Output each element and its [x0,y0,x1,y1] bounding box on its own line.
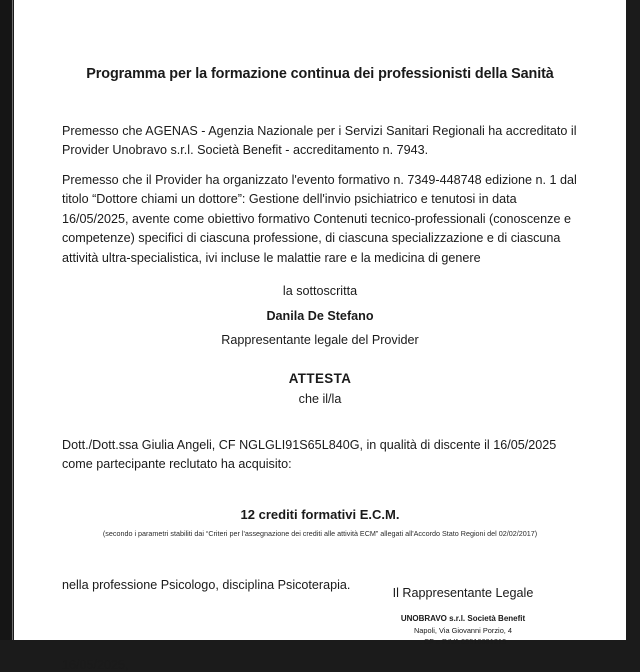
signatory-name: Danila De Stefano [266,308,374,323]
che-il-la-label: che il/la [298,391,342,406]
profession-line: nella professione Psicologo, disciplina Psicoterapia. [62,578,351,593]
signature-block [348,585,578,647]
undersigned-label: la sottoscritta [282,284,358,299]
company-name: UNOBRAVO s.r.l. Società Benefit [400,613,526,623]
premise-paragraph-event: Premesso che il Provider ha organizzato l'evento formativo n. 7349-448748 edizione n. 1 dal titolo “Dottore chiami un dottore”: Gestione dell'invio psichiatrico e tenutosi in data 16/05/2025, avente come obiettivo formativo Contenuti tecnico-professionali (conoscenze e competenze) specifici di ciascuna professione, di ciascuna specializzazione e di ciascuna attività ultra-specialistica, ivi incluse le malattie rare e la medicina di genere [62,172,577,265]
attesta-heading: ATTESTA [288,370,352,386]
certificate-page [14,0,626,672]
participant-statement: Dott./Dott.ssa Giulia Angeli, CF NGLGLI91S65L840G, in qualità di discente il 16/05/2025 come partecipante reclutato ha acquisito: [62,437,557,472]
credits-footnote: (secondo i parametri stabiliti dai “Criteri per l'assegnazione dei crediti alle attività ECM” allegati all'Accordo Stato Regioni del 02/02/2017) [102,528,538,538]
issue-date: 16/05/2025, [62,657,129,672]
company-address: Napoli, Via Giovanni Porzio, 4 [413,626,513,636]
company-vat-number: . CF e P.IVA 09516691219 [419,637,507,647]
signatory-role: Rappresentante legale del Provider [221,333,419,348]
signature-title: Il Rappresentante Legale [392,586,534,600]
viewer-letterbox-right [626,0,640,640]
credits-awarded: 12 crediti formativi E.C.M. [240,506,400,522]
premise-paragraph-accreditation: Premesso che AGENAS - Agenzia Nazionale per i Servizi Sanitari Regionali ha accreditato il Provider Unobravo s.r.l. Società Benefit - accreditamento n. 7943. [62,123,577,158]
page-title: Programma per la formazione continua dei professionisti della Sanità [86,66,554,82]
viewer-letterbox-left [0,0,13,640]
